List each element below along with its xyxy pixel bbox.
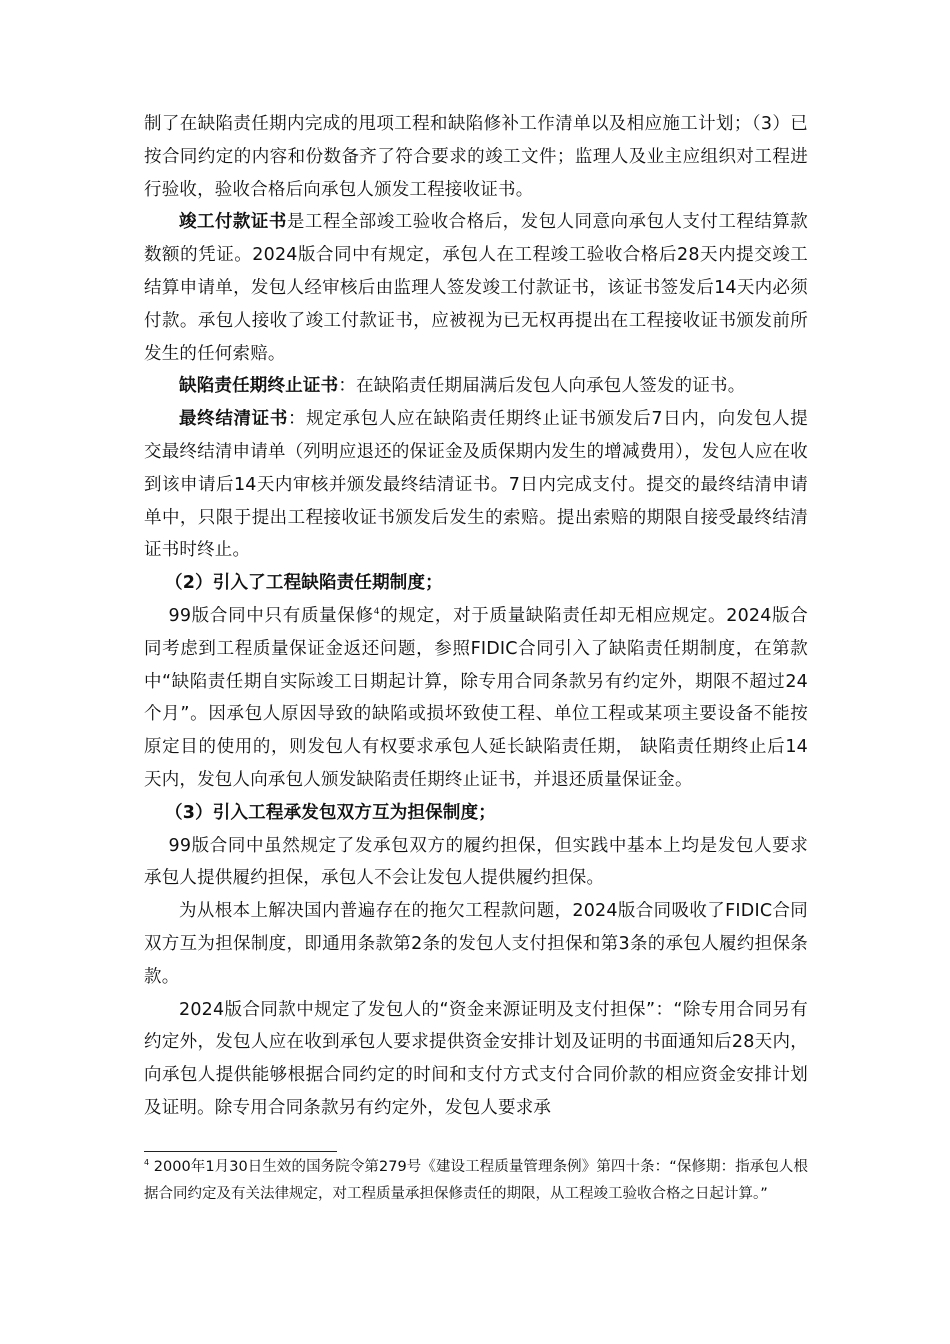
footnote [144, 1154, 808, 1208]
definition-defects-termination-certificate: ：在缺陷责任期届满后发包人向承包人签发的证书。 [338, 376, 746, 397]
paragraph-performance-guarantee: 99版合同中虽然规定了发承包双方的履约担保，但实践中基本上均是发包人要求承包人提供履约担保，承包人不会让发包人提供履约担保。 [144, 835, 808, 889]
section-heading-2: （2）引入了工程缺陷责任期制度； [165, 573, 443, 594]
footnote-reference: 4 [373, 607, 380, 618]
paragraph-final-settlement-certificate [144, 403, 808, 567]
paragraph-completion-conditions: 制了在缺陷责任期内完成的甩项工程和缺陷修补工作清单以及相应施工计划；（3）已按合同约定的内容和份数备齐了符合要求的竣工文件；监理人及业主应组织对工程进行验收，验收合格后向承包人颁发工程接收证书。 [144, 114, 808, 200]
term-defects-termination-certificate: 缺陷责任期终止证书 [179, 376, 339, 397]
paragraph-defects-liability-period [144, 600, 808, 797]
definition-final-settlement-certificate: ：规定承包人应在缺陷责任期终止证书颁发后7日内，向发包人提交最终结清申请单（列明应退还的保证金及质保期内发生的增减费用），发包人应在收到该申请后14天内审核并颁发最终结清证书。7日内完成支付。提交的最终结清申请单中，只限于提出工程接收证书颁发后发生的索赔。提出索赔的期限自接受最终结清证书时终止。 [144, 409, 808, 561]
body-text [144, 108, 808, 1125]
term-completion-payment-certificate: 竣工付款证书 [179, 212, 287, 233]
term-final-settlement-certificate: 最终结清证书 [179, 409, 288, 430]
paragraph-text-start: 99版合同中只有质量保修 [168, 605, 374, 626]
paragraph-completion-payment-certificate [144, 206, 808, 370]
definition-completion-payment-certificate: 是工程全部竣工验收合格后，发包人同意向承包人支付工程结算款数额的凭证。2024版合同中有规定，承包人在工程竣工验收合格后28天内提交竣工结算申请单，发包人经审核后由监理人签发竣工付款证书，该证书签发后14天内必须付款。承包人接收了竣工付款证书，应被视为已无权再提出在工程接收证书颁发前所发生的任何索赔。 [144, 212, 808, 364]
paragraph-text-rest: 的规定，对于质量缺陷责任却无相应规定。2024版合同考虑到工程质量保证金返还问题，参照FIDIC合同引入了缺陷责任期制度，在第款中“缺陷责任期自实际竣工日期起计算，除专用合同条款另有约定外，期限不超过24个月”。因承包人原因导致的缺陷或损坏致使工程、单位工程或某项主要设备不能按原定目的使用的，则发包人有权要求承包人延长缺陷责任期， 缺陷责任期终止后14天内，发包人向承包人颁发缺陷责任期终止证书，并退还质量保证金。 [144, 605, 808, 790]
paragraph-payment-guarantee: 2024版合同款中规定了发包人的“资金来源证明及支付担保”：“除专用合同另有约定外，发包人应在收到承包人要求提供资金安排计划及证明的书面通知后28天内，向承包人提供能够根据合同约定的时间和支付方式支付合同价款的相应资金安排计划及证明。除专用合同条款另有约定外，发包人要求承 [144, 999, 808, 1118]
footnote-marker: 4 [144, 1158, 150, 1168]
footnote-divider [144, 1151, 337, 1152]
paragraph-defects-termination-certificate [144, 370, 808, 403]
section-heading-3: （3）引入工程承发包双方互为担保制度； [165, 802, 496, 823]
footnote-text: 2000年1月30日生效的国务院令第279号《建设工程质量管理条例》第四十条：“保修期：指承包人根据合同约定及有关法律规定，对工程质量承担保修责任的期限，从工程竣工验收合格之日起计算。” [144, 1159, 808, 1202]
paragraph-mutual-guarantee: 为从根本上解决国内普遍存在的拖欠工程款问题，2024版合同吸收了FIDIC合同双方互为担保制度，即通用条款第2条的发包人支付担保和第3条的承包人履约担保条款。 [144, 901, 808, 987]
